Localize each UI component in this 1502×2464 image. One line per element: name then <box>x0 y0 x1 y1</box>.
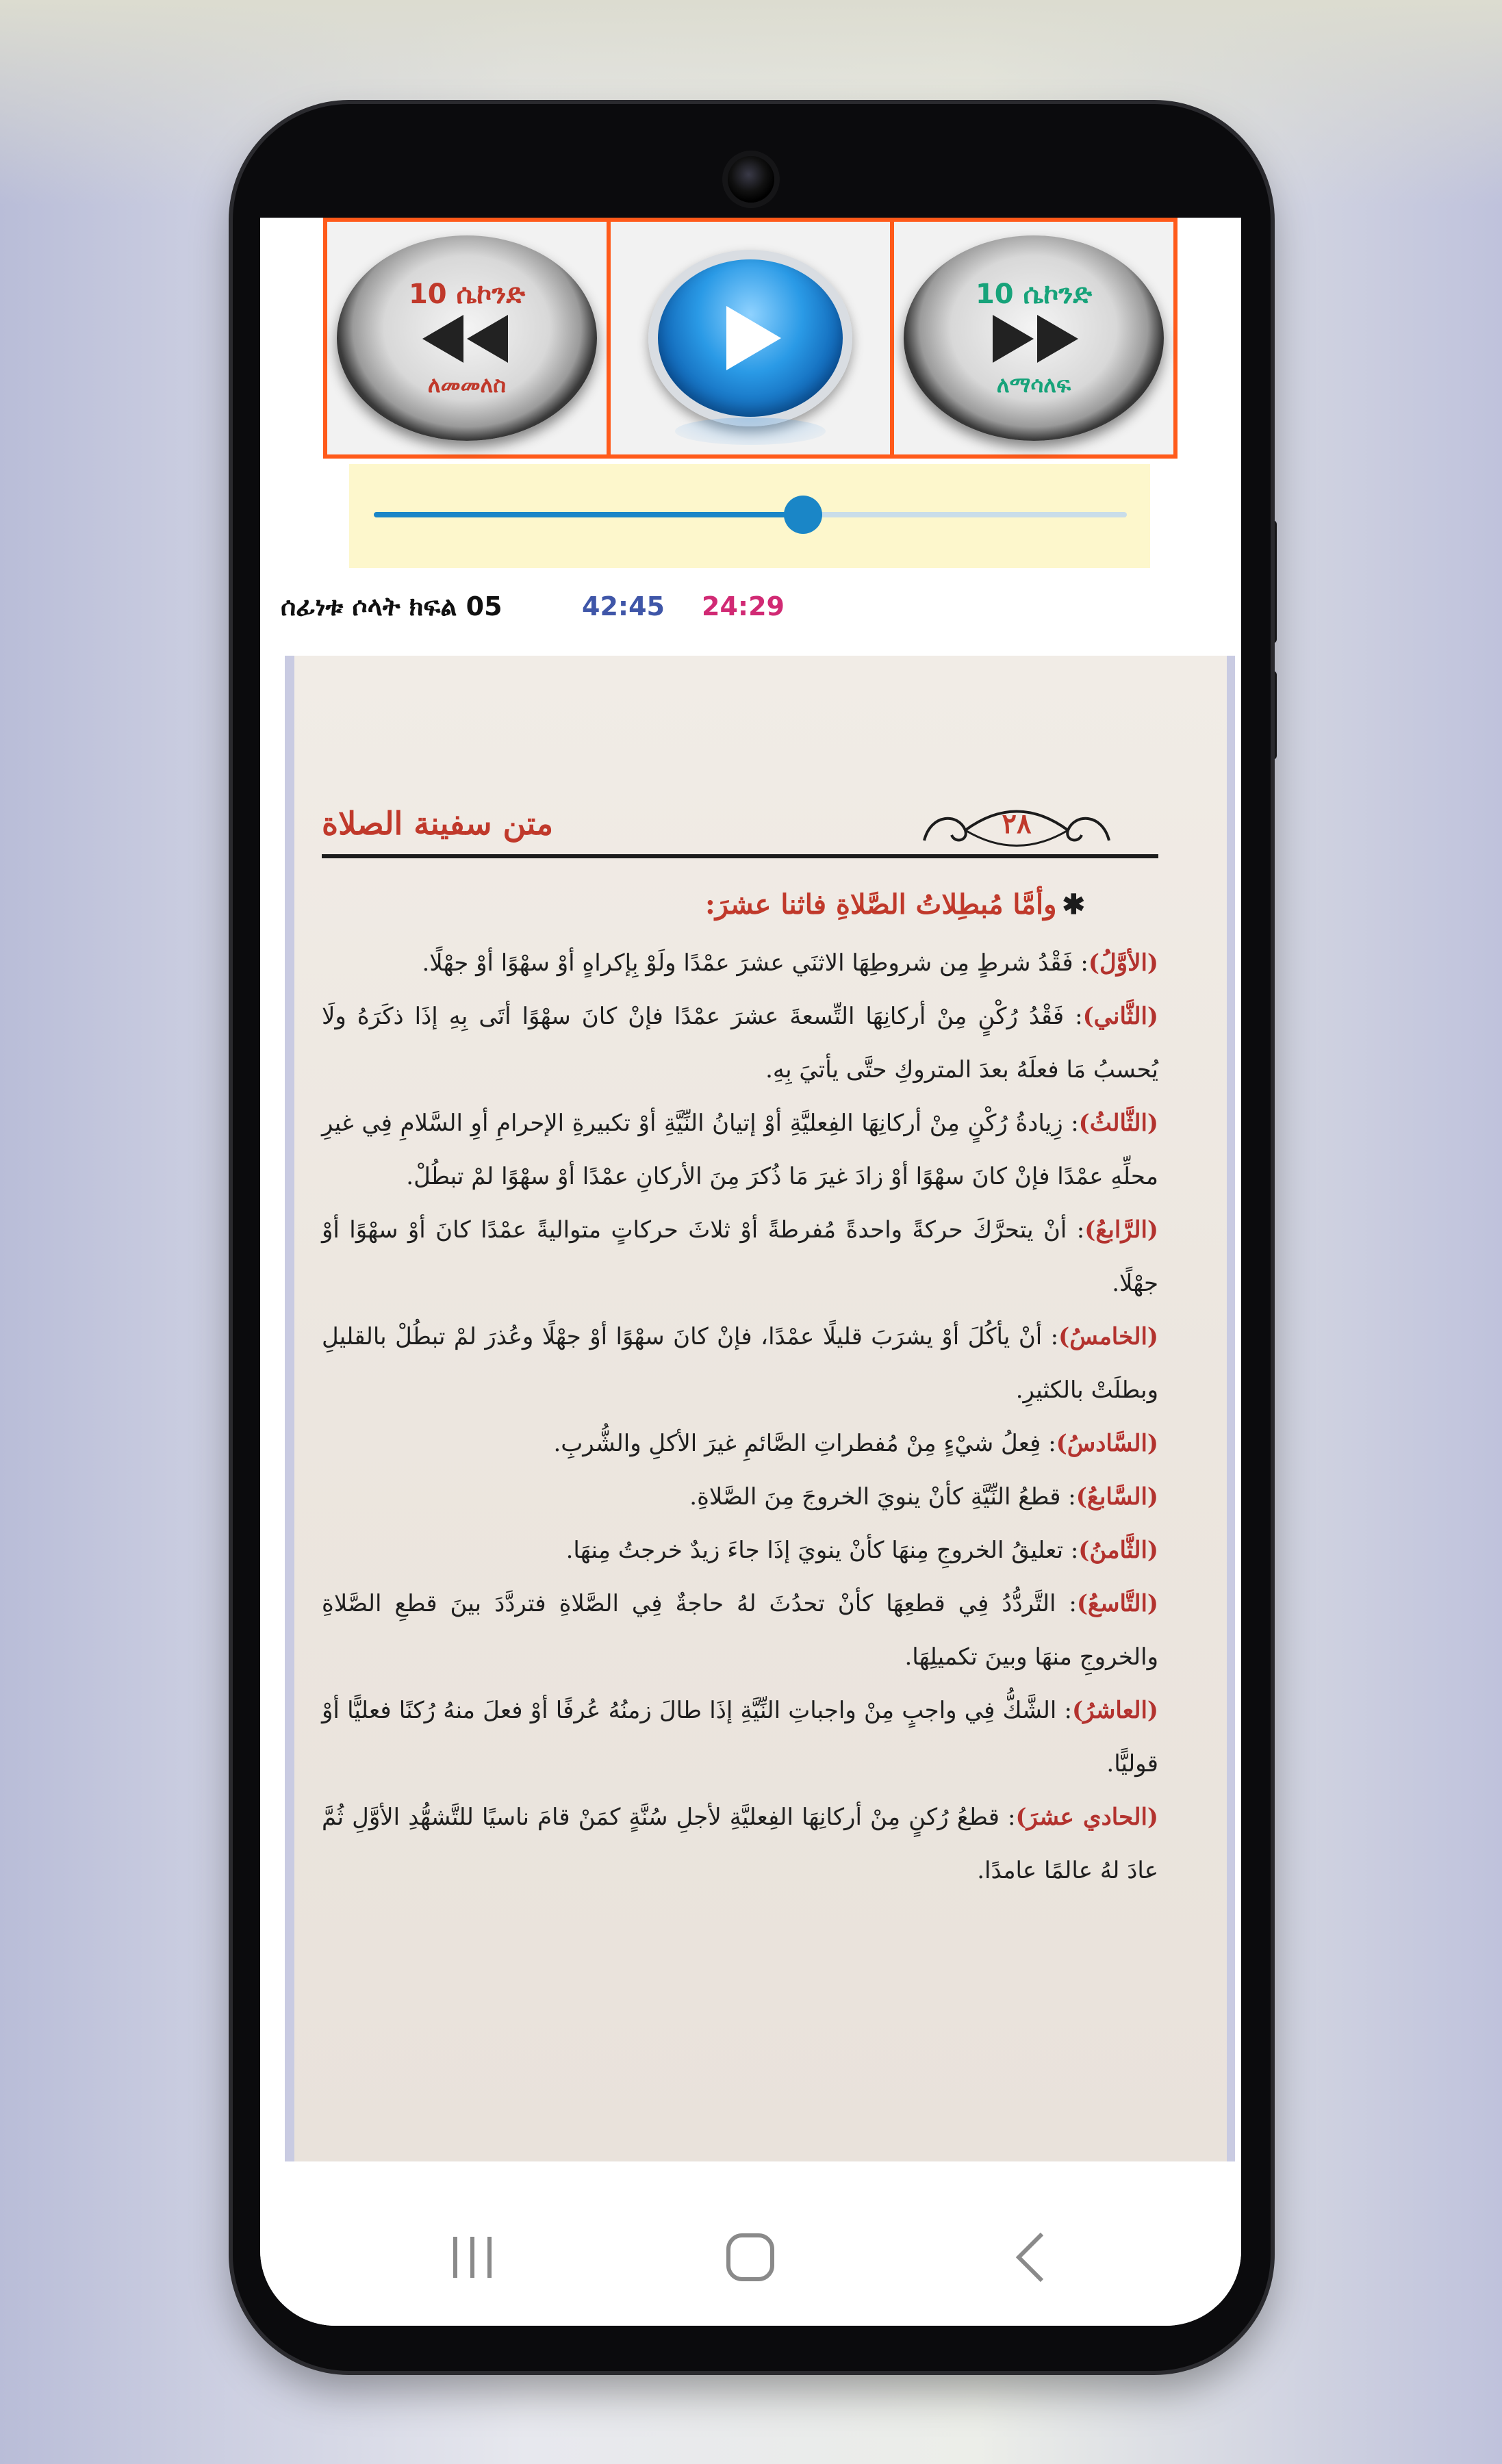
item-label: (الثَّالثُ) <box>1078 1109 1158 1137</box>
book-title: متن سفينة الصلاة <box>322 805 554 842</box>
front-camera <box>728 156 774 203</box>
home-icon[interactable] <box>723 2230 778 2285</box>
item-text: : قطعُ رُكنٍ مِنْ أركانِهَا الفِعليَّةِ لأجلِ سُنَّةٍ كمَنْ قامَ ناسيًا للتَّشهُّدِ الأوَّلِ ثُمَّ عادَ لهُ عالمًا عامدًا. <box>322 1804 1158 1884</box>
rewind-seconds-label: 10 ሴኮንድ <box>408 279 526 310</box>
list-item <box>322 1310 1158 1417</box>
fast-forward-icon <box>989 315 1078 363</box>
recent-apps-icon[interactable] <box>445 2230 500 2285</box>
list-item <box>322 1524 1158 1577</box>
seek-progress <box>374 512 803 517</box>
page-number: ٢٨ <box>1002 808 1032 840</box>
item-label: (التَّاسعُ) <box>1076 1590 1158 1617</box>
play-button[interactable] <box>648 250 852 426</box>
book-page-viewer[interactable] <box>260 656 1241 2175</box>
item-text: : تعليقُ الخروجِ مِنهَا كأنْ ينويَ إذَا جاءَ زيدٌ خرجتُ مِنهَا. <box>565 1537 1079 1564</box>
header-rule <box>322 854 1158 858</box>
list-item <box>322 1096 1158 1203</box>
page-header <box>322 799 1199 854</box>
track-info <box>281 586 1225 627</box>
rewind-cell <box>327 222 607 454</box>
page-content <box>322 656 1199 2161</box>
android-nav-bar <box>260 2189 1241 2326</box>
item-text: : قطعُ النِّيَّةِ كأنْ ينويَ الخروجَ مِنَ الصَّلاةِ. <box>689 1483 1076 1511</box>
seek-bar-panel <box>349 464 1150 568</box>
item-label: (الثَّاني) <box>1082 1003 1158 1030</box>
total-time: 42:45 <box>582 591 665 621</box>
item-text: : التَّردُّدُ فِي قطعِهَا كأنْ تحدُثَ لهُ حاجةٌ فِي الصَّلاةِ فتردَّدَ بينَ قطعِ الصَّلاةِ والخروجِ منهَا وبينَ تكميلِهَا. <box>322 1590 1158 1671</box>
item-label: (الثَّامنُ) <box>1078 1537 1158 1564</box>
rewind-action-label: ለመመለስ <box>427 372 507 398</box>
rewind-icon <box>422 315 511 363</box>
item-text: : فَقْدُ رُكْنٍ مِنْ أركانِهَا التِّسعةَ عشرَ عمْدًا فإنْ كانَ سهْوًا أتَى بِهِ إذَا ذكَرَهُ ولَا يُحسبُ مَا فعلَهُ بعدَ المتروكِ حتَّى يأتيَ بِهِ. <box>322 1003 1158 1083</box>
book-page <box>285 656 1235 2161</box>
section-heading <box>705 884 1085 925</box>
list-item <box>322 1203 1158 1310</box>
item-label: (السَّادسُ) <box>1056 1430 1158 1457</box>
list-item <box>322 1470 1158 1524</box>
item-text: : زِيادةُ رُكْنٍ مِنْ أركانِهَا الفِعليَّةِ أوْ إتيانُ النِّيَّةِ أوْ تكبيرةِ الإحرامِ أوِ السَّلامِ فِي غيرِ محلِّهِ عمْدًا فإنْ كانَ سهْوًا أوْ زادَ غيرَ مَا ذُكرَ مِنَ الأركانِ عمْدًا أوْ سهْوًا لمْ تبطُلْ. <box>322 1109 1158 1190</box>
list-item <box>322 1684 1158 1791</box>
rewind-button[interactable] <box>337 235 597 441</box>
app-screen <box>260 218 1241 2326</box>
forward-action-label: ለማሳለፍ <box>996 372 1071 398</box>
item-text: : أنْ يتحرَّكَ حركةً واحدةً مُفرطةً أوْ ثلاثَ حركاتٍ متواليةً عمْدًا كانَ أوْ سهْوًا أوْ جهْلًا. <box>322 1216 1158 1297</box>
list-item <box>322 1577 1158 1684</box>
fast-forward-button[interactable] <box>904 235 1164 441</box>
back-icon[interactable] <box>1004 2230 1058 2285</box>
forward-seconds-label: 10 ሴኮንድ <box>975 279 1093 310</box>
list-item <box>322 990 1158 1096</box>
item-label: (الحادي عشرَ) <box>1015 1804 1158 1831</box>
item-label: (العاشرُ) <box>1072 1697 1158 1724</box>
item-label: (الرَّابعُ) <box>1084 1216 1158 1244</box>
item-text: : فِعلُ شيْءٍ مِنْ مُفطراتِ الصَّائمِ غيرَ الأكلِ والشُّربِ. <box>553 1430 1056 1457</box>
seek-thumb[interactable] <box>784 496 822 534</box>
page-body <box>322 936 1158 1897</box>
item-text: : فَقْدُ شرطٍ مِن شروطِهَا الاثنَي عشرَ عمْدًا ولَوْ بِإكراهٍ أوْ سهْوًا أوْ جهْلًا. <box>422 949 1089 977</box>
star-bullet-icon: ✱ <box>1062 888 1085 921</box>
track-title: ሰፊነቱ ሶላት ክፍል 05 <box>281 591 502 621</box>
list-item <box>322 936 1158 990</box>
item-text: : أنْ يأكُلَ أوْ يشرَبَ قليلًا عمْدًا، فإنْ كانَ سهْوًا أوْ جهْلًا وعُذرَ لمْ تبطُلْ بالقليلِ وبطلَتْ بالكثيرِ. <box>322 1323 1158 1404</box>
item-label: (السَّابعُ) <box>1075 1483 1158 1511</box>
play-icon <box>713 300 788 376</box>
forward-cell <box>894 222 1173 454</box>
player-controls <box>323 218 1178 459</box>
item-label: (الأوَّلُ) <box>1088 949 1158 977</box>
current-time: 24:29 <box>702 591 785 621</box>
section-heading-text: وأمَّا مُبطِلاتُ الصَّلاةِ فاثنا عشرَ: <box>705 888 1057 921</box>
play-reflection <box>675 418 826 445</box>
play-cell <box>611 222 890 454</box>
list-item <box>322 1791 1158 1897</box>
item-label: (الخامسُ) <box>1058 1323 1158 1350</box>
list-item <box>322 1417 1158 1470</box>
item-text: : الشَّكُّ فِي واجبٍ مِنْ واجباتِ النِّيَّةِ إذَا طالَ زمنُهُ عُرفًا أوْ فعلَ منهُ رُكنًا فعليًّا أوْ قوليًّا. <box>322 1697 1158 1778</box>
